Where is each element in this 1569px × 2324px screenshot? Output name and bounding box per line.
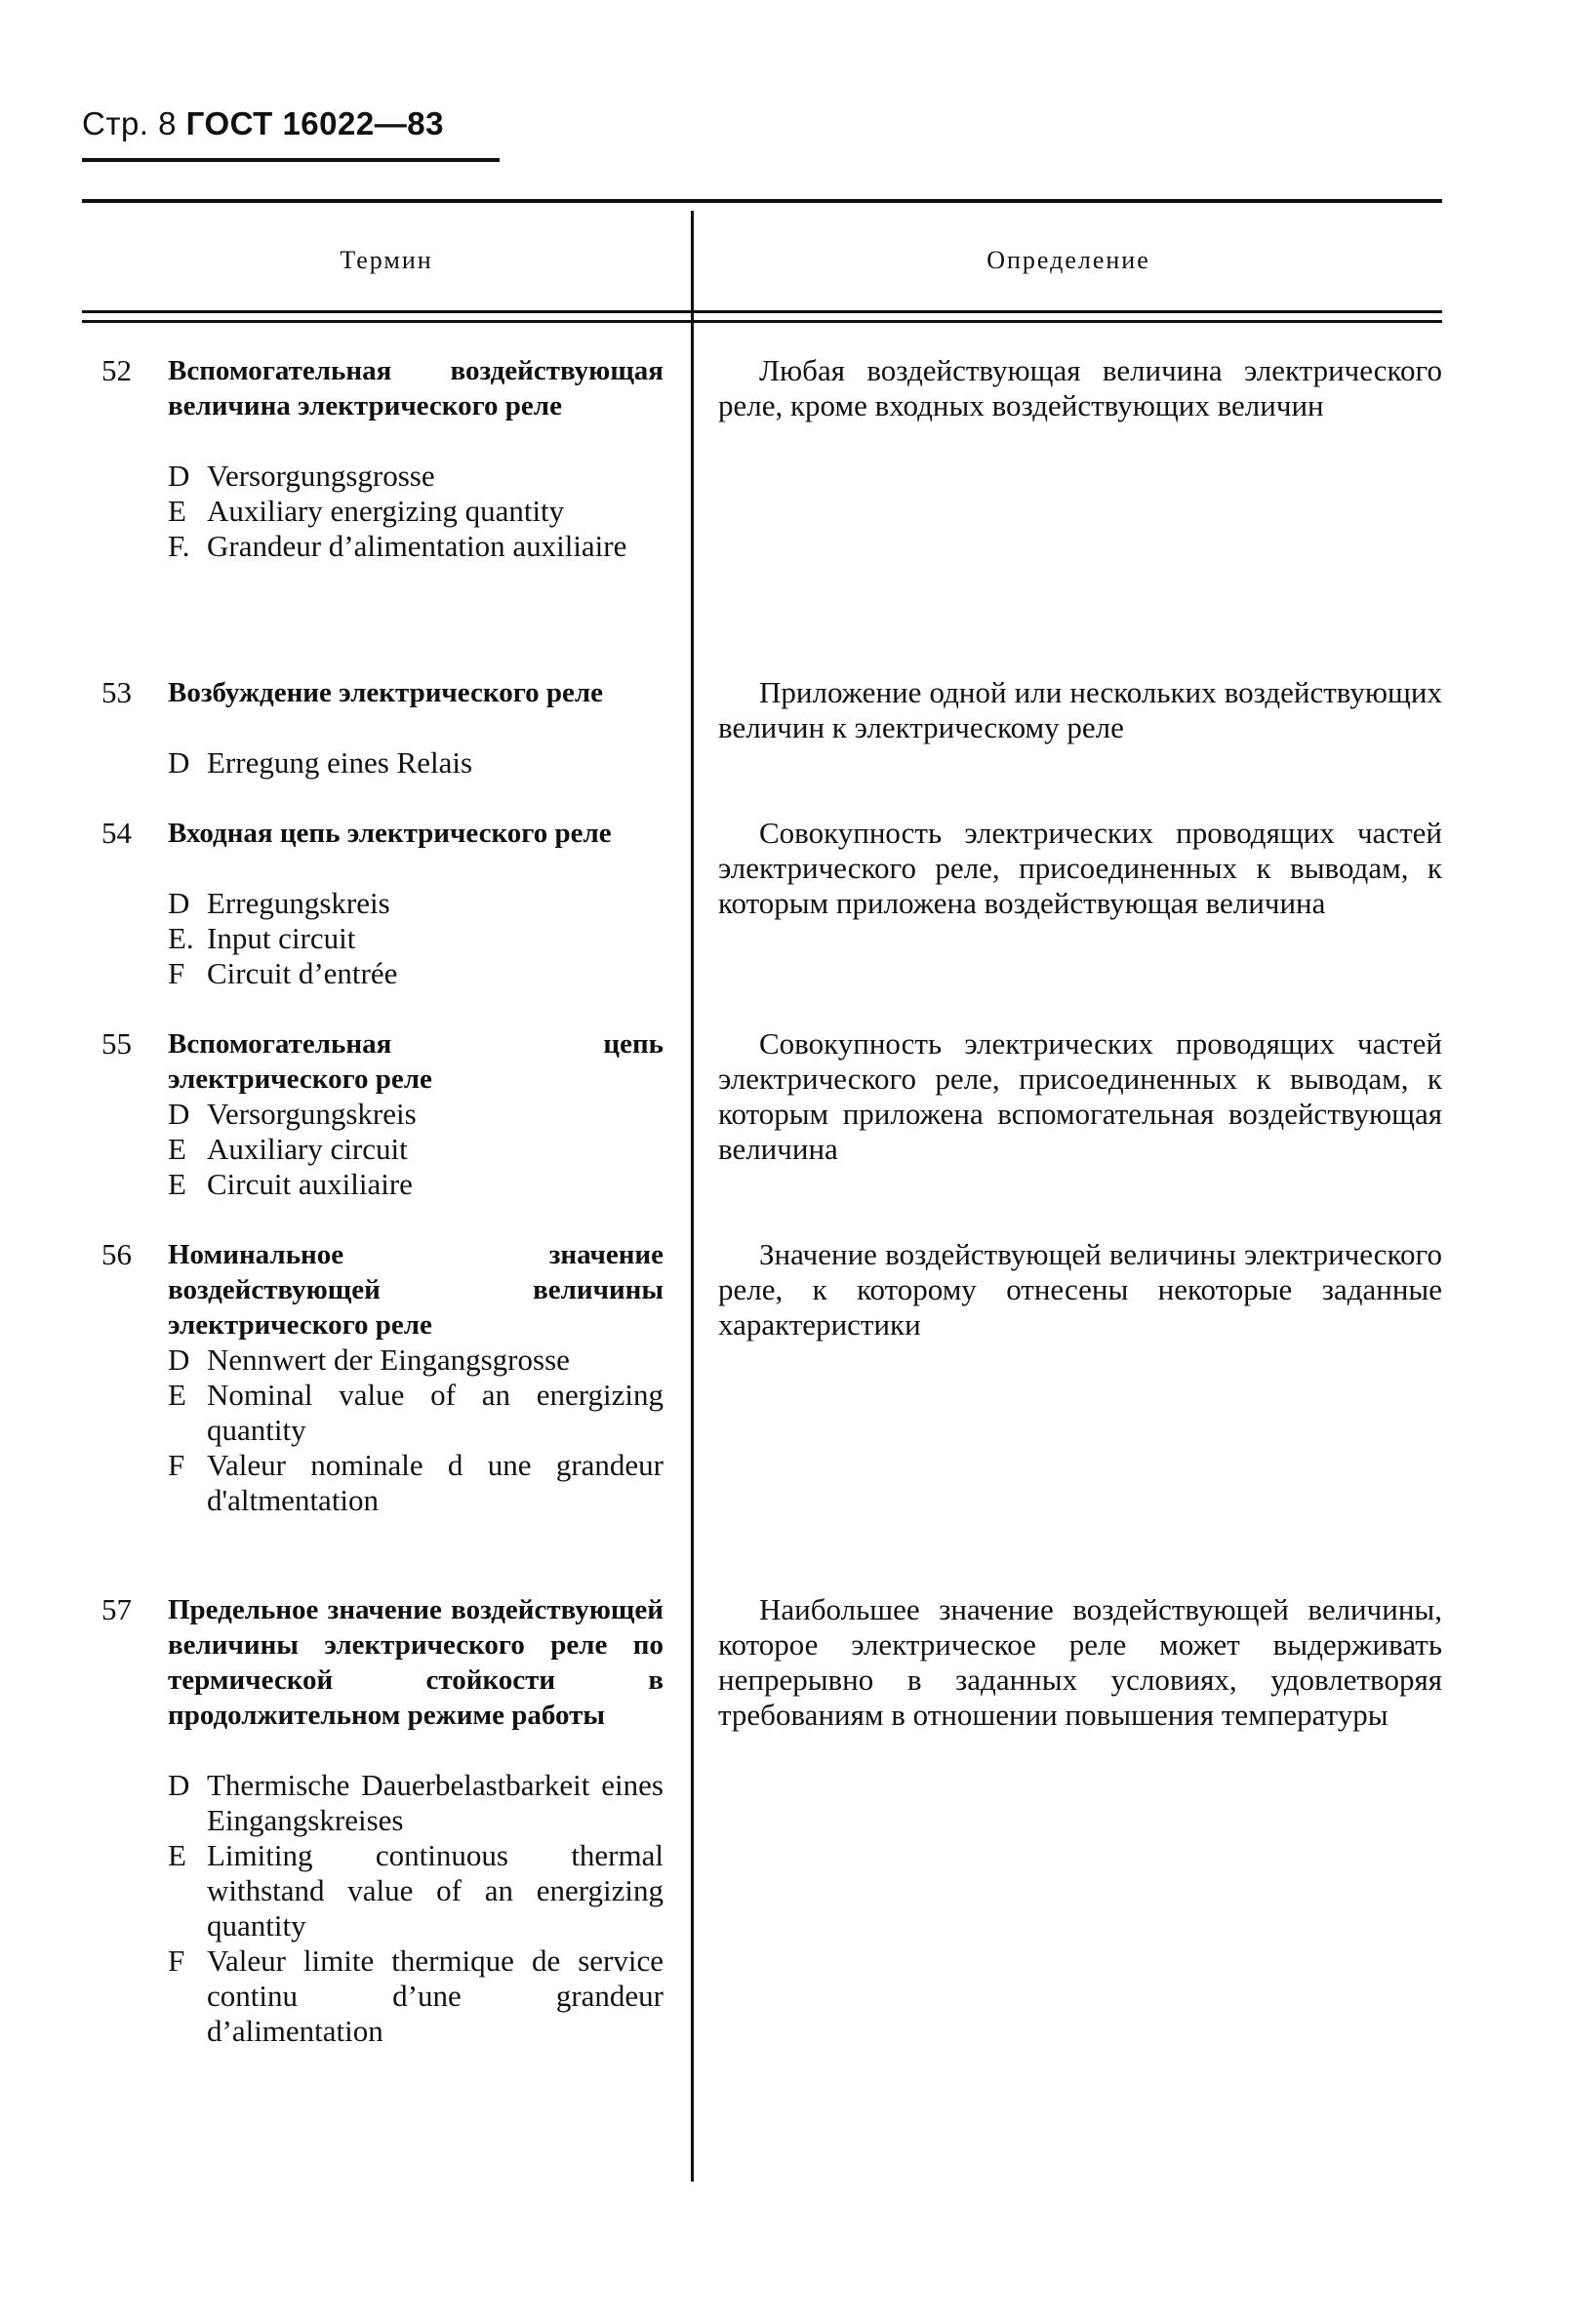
entry-number: 54	[101, 816, 132, 850]
translation-lang: F	[168, 1448, 185, 1482]
translation-text: Nominal value of an energizing quantity	[207, 1378, 664, 1447]
translation-lang: E	[168, 1167, 186, 1201]
translation-line	[168, 494, 664, 529]
translation-lang: E	[168, 494, 186, 528]
translation-lang: E.	[168, 921, 194, 955]
translation-text: Auxiliary circuit	[207, 1132, 408, 1166]
translation-lang: D	[168, 1768, 190, 1802]
column-header-term: Термин	[340, 246, 433, 274]
translation-text: Nennwert der Eingangsgrosse	[207, 1342, 570, 1377]
translation-text: Valeur nominale d une grandeur d'altmentation	[207, 1448, 664, 1517]
translation-lang: F.	[168, 529, 190, 563]
definition-text: Значение воздействующей величины электрического реле, к которому отнесены некоторые заданные характеристики	[718, 1237, 1442, 1342]
term-translations	[168, 459, 664, 564]
translation-text: Circuit d’entrée	[207, 956, 398, 990]
translation-line	[168, 886, 664, 921]
definition-text: Наибольшее значение воздействующей величины, которое электрическое реле может выдерживать непрерывно в заданных условиях, удовлетворяя требованиям в отношении повышения температуры	[718, 1592, 1442, 1732]
definition-text: Любая воздействующая величина электрического реле, кроме входных воздействующих величин	[718, 353, 1442, 422]
translation-text: Versorgungskreis	[207, 1097, 417, 1131]
translation-line	[168, 459, 664, 494]
translation-line	[168, 1097, 664, 1132]
translation-lang: D	[168, 1342, 190, 1377]
translation-text: Auxiliary energizing quantity	[207, 494, 565, 528]
term-translations	[168, 1342, 664, 1518]
page-header	[82, 105, 444, 142]
translation-lang: D	[168, 459, 190, 493]
translation-text: Erregungskreis	[207, 886, 390, 920]
translation-line	[168, 745, 664, 781]
translation-lang: F	[168, 1943, 185, 1978]
term-translations	[168, 1097, 664, 1202]
column-header-definition: Определение	[986, 246, 1150, 274]
entry-number: 57	[101, 1592, 132, 1626]
definition-text: Приложение одной или нескольких воздействующих величин к электрическому реле	[718, 675, 1442, 744]
translation-lang: E	[168, 1378, 186, 1412]
term-title: Возбуждение электрического реле	[168, 677, 604, 708]
standard-number: ГОСТ 16022—83	[185, 105, 444, 141]
table-top-rule	[82, 199, 1442, 203]
translation-text: Versorgungsgrosse	[207, 459, 435, 493]
translation-line	[168, 1378, 664, 1448]
translation-text: Valeur limite thermique de service continu d’une grandeur d’alimentation	[207, 1943, 664, 2048]
header-rule	[82, 158, 500, 162]
entry-number: 56	[101, 1237, 132, 1271]
entry-number: 52	[101, 353, 132, 387]
translation-text: Input circuit	[207, 921, 356, 955]
translation-lang: F	[168, 956, 185, 990]
translation-text: Limiting continuous thermal withstand value of an energizing quantity	[207, 1838, 664, 1943]
translation-lang: D	[168, 745, 190, 780]
translation-line	[168, 1167, 664, 1202]
term-translations	[168, 1768, 664, 2049]
translation-lang: E	[168, 1838, 186, 1872]
translation-line	[168, 1132, 664, 1167]
definition-text: Совокупность электрических проводящих частей электрического реле, присоединенных к выводам, к которым приложена вспомогательная воздействующая величина	[718, 1026, 1442, 1166]
translation-lang: D	[168, 1097, 190, 1131]
term-translations	[168, 886, 664, 991]
translation-line	[168, 1768, 664, 1838]
header-separator	[82, 310, 1442, 323]
translation-text: Erregung eines Relais	[207, 745, 473, 780]
translation-line	[168, 1838, 664, 1943]
entry-number: 53	[101, 675, 132, 709]
page-label: Стр. 8	[82, 105, 177, 141]
term-translations	[168, 745, 664, 781]
translation-lang: E	[168, 1132, 186, 1166]
term-title: Вспомогательная цепь электрического реле	[168, 1028, 664, 1095]
translation-line	[168, 1943, 664, 2049]
translation-line	[168, 1448, 664, 1518]
translation-text: Circuit auxiliaire	[207, 1167, 413, 1201]
entry-number: 55	[101, 1026, 132, 1061]
translation-line	[168, 956, 664, 991]
term-title: Вспомогательная воздействующая величина электрического реле	[168, 355, 664, 421]
translation-line	[168, 921, 664, 956]
column-divider	[691, 211, 694, 2182]
term-title: Номинальное значение воздействующей величины электрического реле	[168, 1239, 664, 1341]
definition-text: Совокупность электрических проводящих частей электрического реле, присоединенных к выводам, к которым приложена воздействующая величина	[718, 816, 1442, 920]
translation-text: Grandeur d’alimentation auxiliaire	[207, 529, 627, 563]
translation-lang: D	[168, 886, 190, 920]
translation-line	[168, 529, 664, 564]
translation-text: Thermische Dauerbelastbarkeit eines Eingangskreises	[207, 1768, 664, 1837]
translation-line	[168, 1342, 664, 1378]
term-title: Входная цепь электрического реле	[168, 818, 612, 849]
term-title: Предельное значение воздействующей величины электрического реле по термической стойкости в продолжительном режиме работы	[168, 1594, 664, 1731]
